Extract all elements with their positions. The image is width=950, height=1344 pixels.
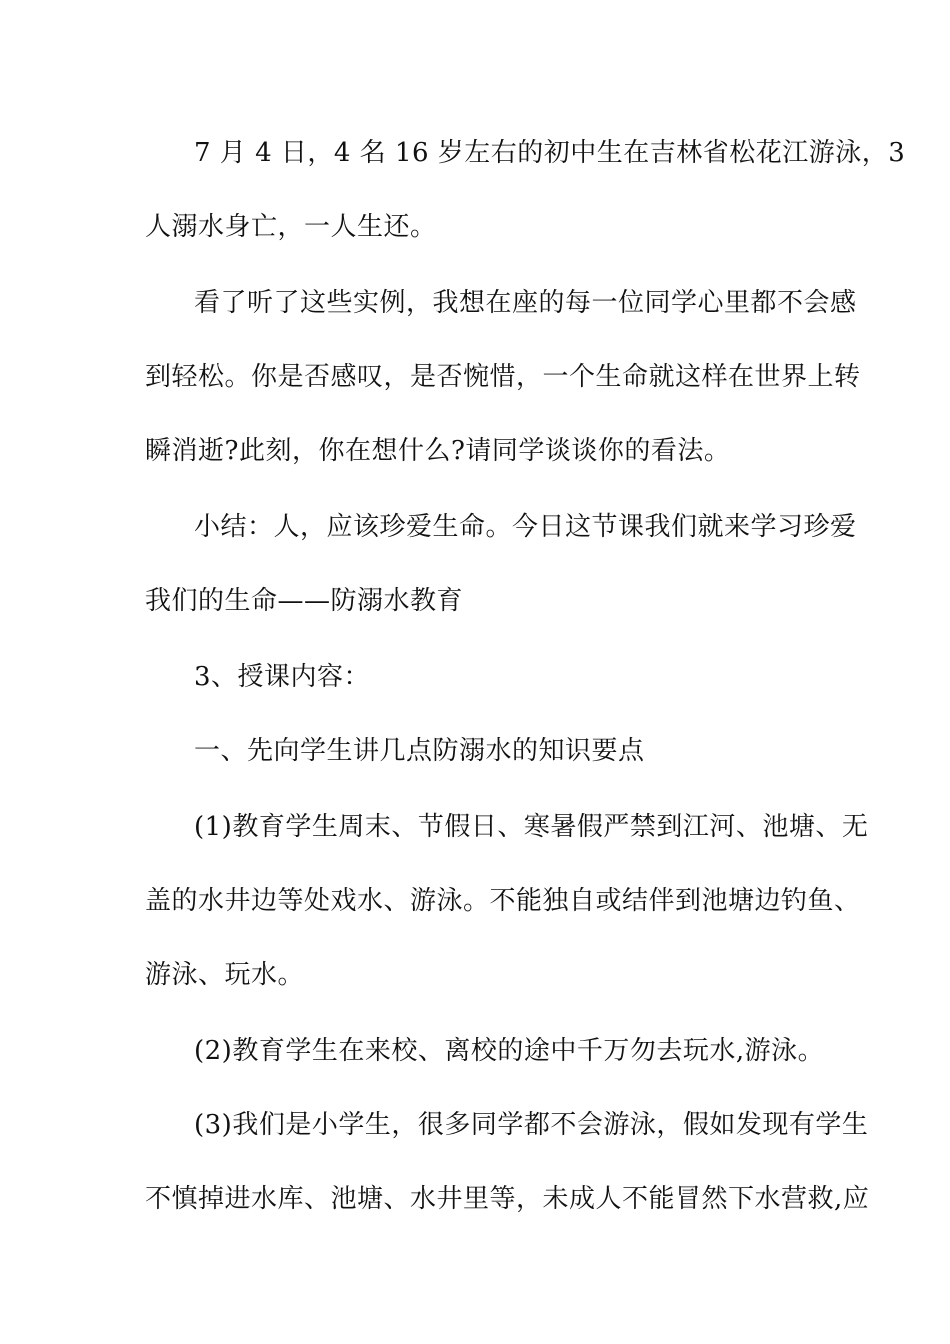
list-item-line: 盖的水井边等处戏水、游泳。不能独自或结伴到池塘边钓鱼、	[145, 886, 861, 916]
paragraph-line: 小结：人，应该珍爱生命。今日这节课我们就来学习珍爱	[194, 512, 857, 542]
paragraph-line: 7 月 4 日，4 名 16 岁左右的初中生在吉林省松花江游泳，3	[194, 138, 906, 168]
section-heading: 3、授课内容：	[194, 662, 371, 692]
list-item-line: (2)教育学生在来校、离校的途中千万勿去玩水,游泳。	[194, 1036, 825, 1066]
list-item-line: 不慎掉进水库、池塘、水井里等，未成人不能冒然下水营救,应	[145, 1184, 870, 1214]
paragraph-line: 我们的生命——防溺水教育	[145, 586, 464, 616]
list-item-line: 游泳、玩水。	[145, 960, 305, 990]
list-item-line: (3)我们是小学生，很多同学都不会游泳，假如发现有学生	[194, 1110, 869, 1140]
paragraph-line: 到轻松。你是否感叹，是否惋惜，一个生命就这样在世界上转	[145, 362, 861, 392]
paragraph-line: 看了听了这些实例，我想在座的每一位同学心里都不会感	[194, 288, 857, 318]
list-item-line: (1)教育学生周末、节假日、寒暑假严禁到江河、池塘、无	[194, 812, 869, 842]
paragraph-line: 瞬消逝?此刻，你在想什么?请同学谈谈你的看法。	[145, 436, 731, 466]
paragraph-line: 人溺水身亡，一人生还。	[145, 212, 437, 242]
subsection-heading: 一、先向学生讲几点防溺水的知识要点	[194, 736, 645, 766]
